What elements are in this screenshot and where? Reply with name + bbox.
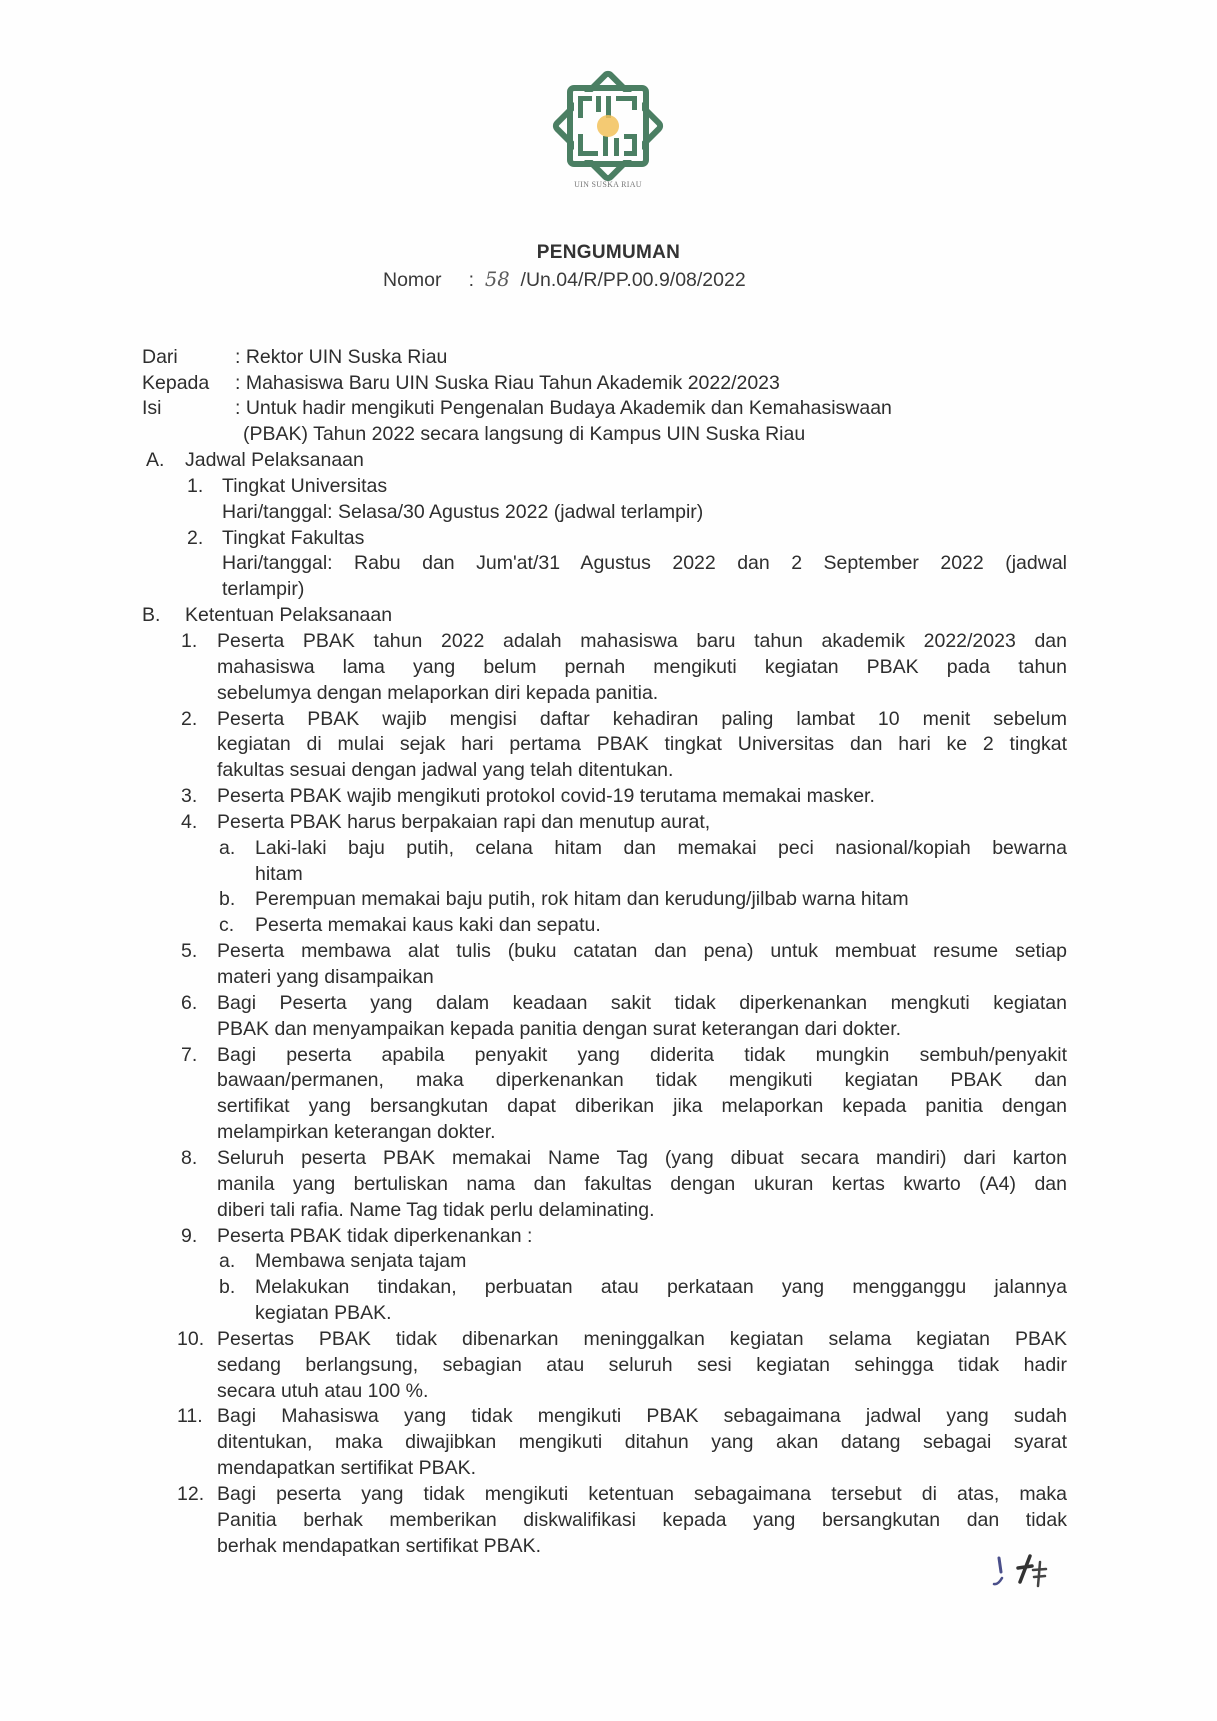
section-b-title: Ketentuan Pelaksanaan	[185, 604, 393, 627]
list-marker: 5.	[181, 940, 198, 963]
sub-provision-text: kegiatan PBAK.	[255, 1302, 392, 1325]
nomor-separator: :	[468, 269, 475, 291]
sub-list-marker: b.	[219, 1276, 236, 1299]
sub-provision-text: Membawa senjata tajam	[255, 1250, 467, 1273]
sub-list-marker: a.	[219, 836, 236, 859]
isi-value-cont: (PBAK) Tahun 2022 secara langsung di Kampus UIN Suska Riau	[243, 423, 806, 445]
list-marker: 2.	[181, 707, 198, 730]
provision-text: materi yang disampaikan	[217, 966, 434, 988]
section-a-title: Jadwal Pelaksanaan	[185, 449, 364, 471]
document-title: PENGUMUMAN	[536, 242, 681, 263]
provision-text: Bagi peserta yang tidak mengikuti ketentuan sebagaimana tersebut di atas, maka	[217, 1483, 1067, 1505]
provision-text: Peserta PBAK harus berpakaian rapi dan menutup aurat,	[217, 810, 711, 833]
isi-label: Isi	[142, 397, 162, 419]
sub-provision-text: Peserta memakai kaus kaki dan sepatu.	[255, 914, 601, 937]
list-marker: 12.	[177, 1483, 205, 1505]
provision-text: Bagi Peserta yang dalam keadaan sakit tidak diperkenankan mengkuti kegiatan	[217, 991, 1067, 1014]
provision-text: manila yang bertuliskan nama dan fakultas dengan ukuran kertas kwarto (A4) dan	[217, 1172, 1067, 1195]
provision-text: sedang berlangsung, sebagian atau seluruh sesi kegiatan sehingga tidak hadir	[217, 1353, 1067, 1376]
schedule-item-title: Tingkat Universitas	[222, 474, 388, 497]
isi-value: : Untuk hadir mengikuti Pengenalan Budaya Akademik dan Kemahasiswaan	[235, 397, 892, 419]
provision-text: berhak mendapatkan sertifikat PBAK.	[217, 1534, 542, 1557]
provision-text: sertifikat yang bersangkutan dapat diberikan jika melaporkan kepada panitia dengan	[217, 1095, 1067, 1118]
schedule-item-text: Hari/tanggal: Selasa/30 Agustus 2022 (jadwal terlampir)	[222, 500, 704, 523]
provision-text: Seluruh peserta PBAK memakai Name Tag (yang dibuat secara mandiri) dari karton	[217, 1146, 1067, 1169]
provision-text: mendapatkan sertifikat PBAK.	[217, 1457, 477, 1480]
provision-text: Pesertas PBAK tidak dibenarkan meninggalkan kegiatan selama kegiatan PBAK	[217, 1327, 1067, 1350]
provision-text: ditentukan, maka diwajibkan mengikuti ditahun yang akan datang sebagai syarat	[217, 1431, 1067, 1454]
provision-text: Peserta PBAK wajib mengisi daftar kehadiran paling lambat 10 menit sebelum	[217, 707, 1067, 730]
provision-text: Panitia berhak memberikan diskwalifikasi kepada yang bersangkutan dan tidak	[217, 1508, 1067, 1531]
list-marker: 2.	[187, 526, 204, 549]
document-number	[383, 268, 746, 292]
provision-text: Peserta PBAK wajib mengikuti protokol covid-19 terutama memakai masker.	[217, 785, 875, 808]
schedule-item-title: Tingkat Fakultas	[222, 526, 365, 549]
sub-provision-text: Laki-laki baju putih, celana hitam dan memakai peci nasional/kopiah bewarna	[255, 836, 1067, 859]
provision-text: Peserta PBAK tahun 2022 adalah mahasiswa baru tahun akademik 2022/2023 dan	[217, 629, 1067, 652]
provision-text: Peserta PBAK tidak diperkenankan :	[217, 1224, 533, 1247]
logo-caption: UIN SUSKA RIAU	[574, 180, 642, 189]
list-marker: 1.	[181, 629, 198, 652]
nomor-handwritten: 58	[484, 268, 510, 291]
provision-text: sebelumya dengan melaporkan diri kepada panitia.	[217, 681, 659, 704]
schedule-item-text: terlampir)	[222, 578, 305, 601]
sub-list-marker: b.	[219, 888, 236, 911]
uin-suska-riau-logo	[548, 66, 668, 186]
initials-signature	[990, 1552, 1070, 1592]
provision-text: secara utuh atau 100 %.	[217, 1379, 429, 1402]
provision-text: PBAK dan menyampaikan kepada panitia dengan surat keterangan dari dokter.	[217, 1017, 902, 1040]
dari-value: : Rektor UIN Suska Riau	[235, 346, 448, 368]
sub-list-marker: c.	[219, 914, 235, 937]
provision-text: bawaan/permanen, maka diperkenankan tidak mengikuti kegiatan PBAK dan	[217, 1069, 1067, 1092]
provision-text: Bagi peserta apabila penyakit yang diderita tidak mungkin sembuh/penyakit	[217, 1043, 1067, 1066]
list-marker: 9.	[181, 1224, 198, 1247]
nomor-label: Nomor	[383, 269, 442, 291]
list-marker: 7.	[181, 1043, 198, 1066]
provision-text: diberi tali rafia. Name Tag tidak perlu delaminating.	[217, 1198, 655, 1221]
kepada-value: : Mahasiswa Baru UIN Suska Riau Tahun Akademik 2022/2023	[235, 372, 780, 394]
sub-list-marker: a.	[219, 1250, 236, 1273]
list-marker: 11.	[177, 1405, 203, 1428]
schedule-item-text: Hari/tanggal: Rabu dan Jum'at/31 Agustus 2022 dan 2 September 2022 (jadwal	[222, 552, 1067, 575]
list-marker: 3.	[181, 785, 198, 808]
sub-provision-text: Perempuan memakai baju putih, rok hitam dan kerudung/jilbab warna hitam	[255, 888, 909, 911]
list-marker: 6.	[181, 991, 198, 1014]
section-b-marker: B.	[142, 604, 161, 627]
list-marker: 1.	[187, 474, 204, 497]
section-a-marker: A.	[146, 449, 165, 471]
provision-text: Peserta membawa alat tulis (buku catatan dan pena) untuk membuat resume setiap	[217, 940, 1067, 963]
provision-text: kegiatan di mulai sejak hari pertama PBAK tingkat Universitas dan hari ke 2 tingkat	[217, 733, 1067, 756]
list-marker: 10.	[177, 1327, 205, 1350]
list-marker: 8.	[181, 1146, 198, 1169]
nomor-rest: /Un.04/R/PP.00.9/08/2022	[520, 269, 746, 291]
sub-provision-text: Melakukan tindakan, perbuatan atau perkataan yang mengganggu jalannya	[255, 1276, 1067, 1299]
dari-label: Dari	[142, 346, 178, 368]
provision-text: Bagi Mahasiswa yang tidak mengikuti PBAK sebagaimana jadwal yang sudah	[217, 1405, 1067, 1428]
kepada-label: Kepada	[142, 372, 210, 394]
sub-provision-text: hitam	[255, 862, 303, 885]
list-marker: 4.	[181, 810, 198, 833]
provision-text: melampirkan keterangan dokter.	[217, 1121, 496, 1144]
provision-text: fakultas sesuai dengan jadwal yang telah ditentukan.	[217, 759, 674, 782]
provision-text: mahasiswa lama yang belum pernah mengikuti kegiatan PBAK pada tahun	[217, 655, 1067, 678]
